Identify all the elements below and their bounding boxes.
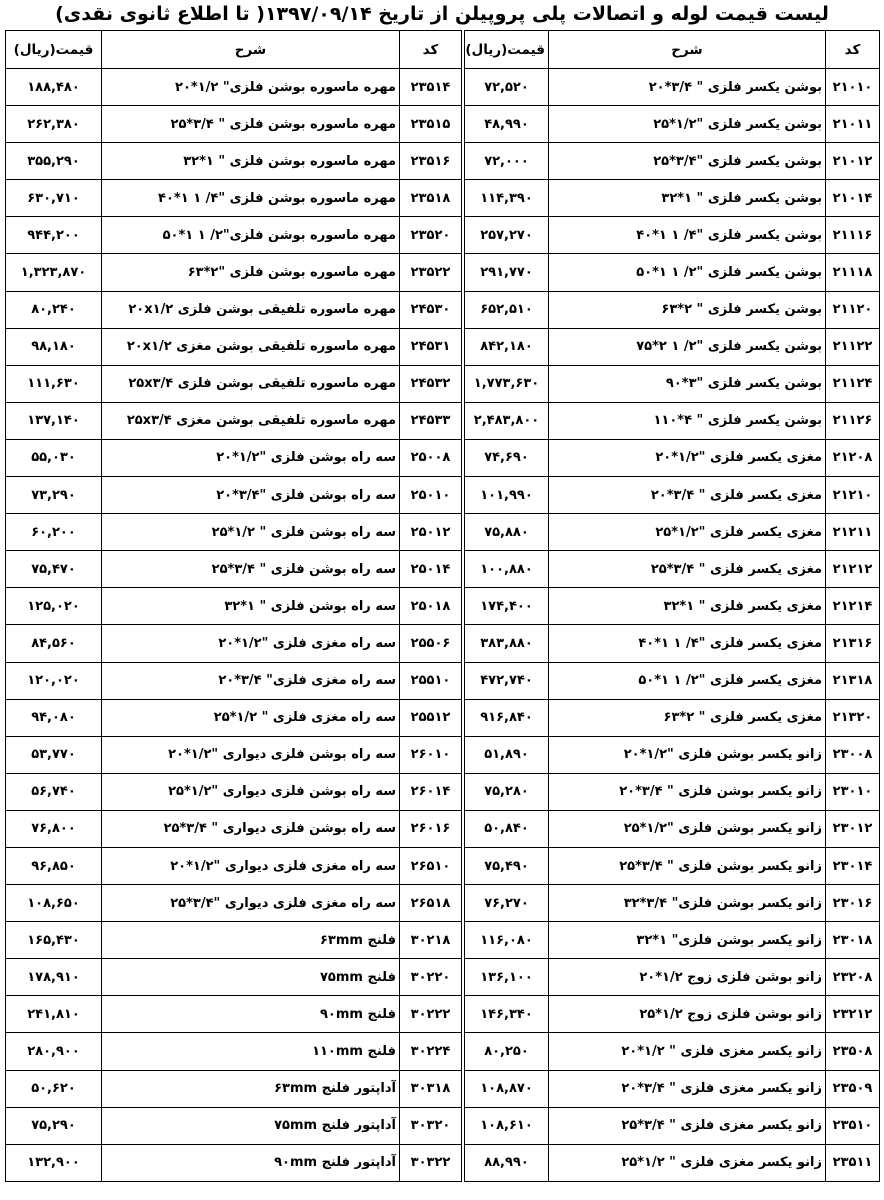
item-code-right: ۲۱۰۱۴	[826, 180, 880, 217]
column-gap	[462, 514, 465, 551]
item-desc-left: سه راه بوشن فلزی " ۱/۲*۲۵	[102, 514, 400, 551]
item-price-right: ۸۸,۹۹۰	[465, 1144, 549, 1181]
item-desc-right: بوشن یکسر فلزی " ۳/۴*۲۰	[549, 69, 826, 106]
item-price-right: ۱۰۰,۸۸۰	[465, 551, 549, 588]
item-desc-left: مهره ماسوره بوشن فلزی "۴/ ۱ ۱*۴۰	[102, 180, 400, 217]
table-row	[6, 885, 880, 922]
item-code-right: ۲۱۱۱۸	[826, 254, 880, 291]
item-desc-left: فلنج ۹۰mm	[102, 996, 400, 1033]
item-price-left: ۳۵۵,۲۹۰	[6, 143, 102, 180]
column-gap	[462, 402, 465, 439]
column-gap	[462, 810, 465, 847]
item-price-left: ۵۳,۷۷۰	[6, 736, 102, 773]
item-code-left: ۲۵۰۱۸	[400, 588, 462, 625]
item-desc-left: سه راه مغزی فلزی" ۳/۴*۲۰	[102, 662, 400, 699]
item-code-left: ۳۰۲۱۸	[400, 922, 462, 959]
header-desc-left: شرح	[102, 31, 400, 69]
item-code-left: ۲۴۵۳۳	[400, 402, 462, 439]
item-code-right: ۲۳۵۰۸	[826, 1033, 880, 1070]
table-row	[6, 736, 880, 773]
column-gap	[462, 31, 465, 69]
item-code-left: ۳۰۳۲۰	[400, 1107, 462, 1144]
item-code-left: ۲۳۵۱۸	[400, 180, 462, 217]
item-code-left: ۲۶۰۱۰	[400, 736, 462, 773]
item-desc-right: زانو یکسر بوشن فلزی " ۳/۴*۲۰	[549, 773, 826, 810]
column-gap	[462, 551, 465, 588]
item-desc-right: بوشن یکسر فلزی "۲/ ۱ ۲*۷۵	[549, 328, 826, 365]
item-price-left: ۱۷۸,۹۱۰	[6, 959, 102, 996]
column-gap	[462, 477, 465, 514]
item-desc-left: سه راه بوشن فلزی " ۳/۴*۲۵	[102, 551, 400, 588]
item-desc-left: فلنج ۶۳mm	[102, 922, 400, 959]
item-code-right: ۲۱۰۱۱	[826, 106, 880, 143]
column-gap	[462, 922, 465, 959]
table-row	[6, 959, 880, 996]
column-gap	[462, 662, 465, 699]
item-desc-right: مغزی یکسر فلزی "۱/۲*۲۰	[549, 439, 826, 476]
item-code-left: ۳۰۲۲۰	[400, 959, 462, 996]
item-code-right: ۲۳۰۱۴	[826, 847, 880, 884]
item-code-right: ۲۱۱۲۰	[826, 291, 880, 328]
item-desc-left: سه راه بوشن فلزی دیواری " ۳/۴*۲۵	[102, 810, 400, 847]
item-code-right: ۲۱۲۱۱	[826, 514, 880, 551]
item-desc-left: آداپتور فلنج ۶۳mm	[102, 1070, 400, 1107]
column-gap	[462, 847, 465, 884]
item-price-right: ۷۲,۵۲۰	[465, 69, 549, 106]
item-desc-right: مغزی یکسر فلزی "۴/ ۱ ۱*۴۰	[549, 625, 826, 662]
item-desc-left: سه راه مغزی فلزی دیواری "۱/۲*۲۰	[102, 847, 400, 884]
item-code-left: ۲۴۵۳۰	[400, 291, 462, 328]
table-row	[6, 402, 880, 439]
table-row	[6, 477, 880, 514]
item-desc-right: مغزی یکسر فلزی " ۳/۴*۲۵	[549, 551, 826, 588]
column-gap	[462, 69, 465, 106]
item-code-left: ۲۳۵۱۴	[400, 69, 462, 106]
item-desc-right: زانو یکسر بوشن فلزی" ۱*۳۲	[549, 922, 826, 959]
item-desc-left: فلنج ۷۵mm	[102, 959, 400, 996]
item-code-left: ۳۰۲۲۴	[400, 1033, 462, 1070]
column-gap	[462, 217, 465, 254]
column-gap	[462, 254, 465, 291]
item-price-left: ۱۱۱,۶۳۰	[6, 365, 102, 402]
item-desc-right: بوشن یکسر فلزی " ۲*۶۳	[549, 291, 826, 328]
item-code-right: ۲۱۱۲۴	[826, 365, 880, 402]
table-row	[6, 69, 880, 106]
table-row	[6, 699, 880, 736]
item-price-left: ۵۵,۰۳۰	[6, 439, 102, 476]
item-code-left: ۲۶۵۱۰	[400, 847, 462, 884]
item-code-right: ۲۱۳۱۸	[826, 662, 880, 699]
item-desc-right: زانو یکسر مغزی فلزی " ۱/۲*۲۰	[549, 1033, 826, 1070]
table-row	[6, 1033, 880, 1070]
item-price-right: ۷۵,۲۸۰	[465, 773, 549, 810]
item-code-right: ۲۳۵۱۱	[826, 1144, 880, 1181]
item-code-left: ۲۵۰۰۸	[400, 439, 462, 476]
table-row	[6, 922, 880, 959]
item-code-left: ۳۰۳۲۲	[400, 1144, 462, 1181]
item-desc-right: بوشن یکسر فلزی "۲/ ۱ ۱*۵۰	[549, 254, 826, 291]
item-desc-left: مهره ماسوره بوشن فلزی " ۳/۴*۲۵	[102, 106, 400, 143]
item-code-right: ۲۱۲۱۲	[826, 551, 880, 588]
table-row	[6, 625, 880, 662]
column-gap	[462, 328, 465, 365]
item-desc-right: مغزی یکسر فلزی " ۳/۴*۲۰	[549, 477, 826, 514]
item-price-left: ۱۲۰,۰۲۰	[6, 662, 102, 699]
item-code-left: ۲۳۵۱۵	[400, 106, 462, 143]
page-title: لیست قیمت لوله و اتصالات پلی پروپیلن از تاریخ ۱۳۹۷/۰۹/۱۴( تا اطلاع ثانوی نقدی)	[55, 3, 829, 25]
item-desc-left: سه راه بوشن فلزی " ۱*۳۲	[102, 588, 400, 625]
item-price-left: ۲۴۱,۸۱۰	[6, 996, 102, 1033]
header-price-right: قیمت(ریال)	[465, 31, 549, 69]
price-table-body	[6, 31, 880, 1182]
item-price-right: ۱۱۶,۰۸۰	[465, 922, 549, 959]
item-desc-right: زانو یکسر بوشن فلزی "۱/۲*۲۵	[549, 810, 826, 847]
item-desc-left: مهره ماسوره بوشن فلزی " ۱*۳۲	[102, 143, 400, 180]
table-row	[6, 773, 880, 810]
item-price-right: ۱۰۸,۸۷۰	[465, 1070, 549, 1107]
item-price-left: ۶۳۰,۷۱۰	[6, 180, 102, 217]
column-gap	[462, 106, 465, 143]
column-gap	[462, 143, 465, 180]
table-row	[6, 328, 880, 365]
item-code-left: ۲۵۰۱۰	[400, 477, 462, 514]
item-price-left: ۶۰,۲۰۰	[6, 514, 102, 551]
header-code-right: کد	[826, 31, 880, 69]
item-desc-right: بوشن یکسر فلزی "۳*۹۰	[549, 365, 826, 402]
item-price-left: ۷۵,۴۷۰	[6, 551, 102, 588]
item-code-right: ۲۱۰۱۰	[826, 69, 880, 106]
item-code-right: ۲۳۰۱۶	[826, 885, 880, 922]
item-desc-left: مهره ماسوره تلفیقی بوشن مغزی ۲۵x۳/۴	[102, 402, 400, 439]
item-code-left: ۲۴۵۳۲	[400, 365, 462, 402]
table-row	[6, 254, 880, 291]
item-price-right: ۲,۴۸۳,۸۰۰	[465, 402, 549, 439]
item-desc-right: بوشن یکسر فلزی "۳/۴*۲۵	[549, 143, 826, 180]
column-gap	[462, 291, 465, 328]
column-gap	[462, 625, 465, 662]
item-price-right: ۸۴۲,۱۸۰	[465, 328, 549, 365]
table-row	[6, 106, 880, 143]
item-desc-left: سه راه بوشن فلزی "۳/۴*۲۰	[102, 477, 400, 514]
item-desc-left: مهره ماسوره تلفیقی بوشن مغزی ۲۰x۱/۲	[102, 328, 400, 365]
item-code-right: ۲۳۵۱۰	[826, 1107, 880, 1144]
item-code-left: ۲۳۵۲۰	[400, 217, 462, 254]
item-price-right: ۲۵۷,۲۷۰	[465, 217, 549, 254]
item-code-right: ۲۳۰۱۲	[826, 810, 880, 847]
item-price-right: ۷۲,۰۰۰	[465, 143, 549, 180]
header-desc-right: شرح	[549, 31, 826, 69]
item-price-left: ۹۶,۸۵۰	[6, 847, 102, 884]
item-code-right: ۲۱۱۱۶	[826, 217, 880, 254]
item-code-left: ۲۶۰۱۶	[400, 810, 462, 847]
item-desc-right: مغزی یکسر فلزی "۱/۲*۲۵	[549, 514, 826, 551]
item-price-left: ۱,۳۲۳,۸۷۰	[6, 254, 102, 291]
item-price-right: ۱۱۴,۳۹۰	[465, 180, 549, 217]
item-code-right: ۲۱۰۱۲	[826, 143, 880, 180]
item-price-right: ۷۴,۶۹۰	[465, 439, 549, 476]
item-code-left: ۲۴۵۳۱	[400, 328, 462, 365]
item-price-right: ۱۰۸,۶۱۰	[465, 1107, 549, 1144]
item-code-right: ۲۱۳۲۰	[826, 699, 880, 736]
column-gap	[462, 1070, 465, 1107]
item-code-left: ۲۵۵۰۶	[400, 625, 462, 662]
item-price-right: ۴۸,۹۹۰	[465, 106, 549, 143]
item-code-left: ۲۵۵۱۲	[400, 699, 462, 736]
item-code-right: ۲۳۰۱۸	[826, 922, 880, 959]
item-price-left: ۵۰,۶۲۰	[6, 1070, 102, 1107]
item-desc-left: سه راه بوشن فلزی دیواری "۱/۲*۲۵	[102, 773, 400, 810]
item-price-left: ۹۴۴,۲۰۰	[6, 217, 102, 254]
item-desc-right: زانو یکسر مغزی فلزی " ۳/۴*۲۵	[549, 1107, 826, 1144]
item-price-right: ۵۱,۸۹۰	[465, 736, 549, 773]
table-row	[6, 1107, 880, 1144]
item-desc-left: سه راه مغزی فلزی " ۱/۲*۲۵	[102, 699, 400, 736]
item-price-left: ۷۵,۲۹۰	[6, 1107, 102, 1144]
table-row	[6, 996, 880, 1033]
item-price-right: ۱۰۱,۹۹۰	[465, 477, 549, 514]
item-desc-left: مهره ماسوره بوشن فلزی" ۱/۲*۲۰	[102, 69, 400, 106]
item-price-left: ۲۸۰,۹۰۰	[6, 1033, 102, 1070]
table-row	[6, 1070, 880, 1107]
item-desc-left: فلنج ۱۱۰mm	[102, 1033, 400, 1070]
item-price-right: ۴۷۲,۷۴۰	[465, 662, 549, 699]
item-desc-left: سه راه بوشن فلزی دیواری "۱/۲*۲۰	[102, 736, 400, 773]
table-row	[6, 291, 880, 328]
table-row	[6, 180, 880, 217]
item-price-left: ۱۸۸,۴۸۰	[6, 69, 102, 106]
item-price-right: ۷۵,۴۹۰	[465, 847, 549, 884]
item-price-left: ۱۶۵,۴۳۰	[6, 922, 102, 959]
item-price-right: ۵۰,۸۴۰	[465, 810, 549, 847]
item-code-left: ۲۳۵۲۲	[400, 254, 462, 291]
item-price-right: ۳۸۳,۸۸۰	[465, 625, 549, 662]
item-price-left: ۲۶۲,۳۸۰	[6, 106, 102, 143]
item-code-right: ۲۱۲۰۸	[826, 439, 880, 476]
item-desc-left: مهره ماسوره تلفیقی بوشن فلزی ۲۰x۱/۲	[102, 291, 400, 328]
item-price-right: ۷۶,۲۷۰	[465, 885, 549, 922]
item-code-right: ۲۱۲۱۰	[826, 477, 880, 514]
column-gap	[462, 1107, 465, 1144]
item-price-left: ۸۰,۲۴۰	[6, 291, 102, 328]
item-price-right: ۲۹۱,۷۷۰	[465, 254, 549, 291]
table-row	[6, 551, 880, 588]
item-code-right: ۲۱۳۱۶	[826, 625, 880, 662]
column-gap	[462, 1033, 465, 1070]
column-gap	[462, 1144, 465, 1181]
item-code-left: ۲۵۰۱۴	[400, 551, 462, 588]
item-code-left: ۲۶۰۱۴	[400, 773, 462, 810]
table-row	[6, 810, 880, 847]
item-code-left: ۲۶۵۱۸	[400, 885, 462, 922]
table-header-row	[6, 31, 880, 69]
table-row	[6, 1144, 880, 1181]
column-gap	[462, 365, 465, 402]
item-price-left: ۹۸,۱۸۰	[6, 328, 102, 365]
item-desc-right: بوشن یکسر فلزی "۱/۲*۲۵	[549, 106, 826, 143]
item-code-right: ۲۳۰۱۰	[826, 773, 880, 810]
item-price-right: ۱,۷۷۳,۶۳۰	[465, 365, 549, 402]
item-code-right: ۲۱۱۲۶	[826, 402, 880, 439]
item-code-right: ۲۳۲۰۸	[826, 959, 880, 996]
item-desc-right: بوشن یکسر فلزی " ۱*۳۲	[549, 180, 826, 217]
item-code-left: ۳۰۳۱۸	[400, 1070, 462, 1107]
header-price-left: قیمت(ریال)	[6, 31, 102, 69]
column-gap	[462, 959, 465, 996]
item-desc-right: زانو یکسر بوشن فلزی" ۳/۴*۳۲	[549, 885, 826, 922]
item-desc-right: زانو یکسر بوشن فلزی "۱/۲*۲۰	[549, 736, 826, 773]
column-gap	[462, 885, 465, 922]
item-desc-left: مهره ماسوره بوشن فلزی "۲*۶۳	[102, 254, 400, 291]
item-desc-left: سه راه بوشن فلزی "۱/۲*۲۰	[102, 439, 400, 476]
item-desc-right: زانو یکسر بوشن فلزی " ۳/۴*۲۵	[549, 847, 826, 884]
item-desc-right: بوشن یکسر فلزی "۴/ ۱ ۱*۴۰	[549, 217, 826, 254]
item-code-right: ۲۱۱۲۲	[826, 328, 880, 365]
item-code-left: ۲۳۵۱۶	[400, 143, 462, 180]
item-price-left: ۵۶,۷۴۰	[6, 773, 102, 810]
item-price-right: ۶۵۲,۵۱۰	[465, 291, 549, 328]
price-table	[5, 30, 880, 1182]
item-price-right: ۹۱۶,۸۴۰	[465, 699, 549, 736]
item-price-left: ۱۲۵,۰۲۰	[6, 588, 102, 625]
item-desc-left: آداپتور فلنج ۷۵mm	[102, 1107, 400, 1144]
item-desc-right: زانو یکسر مغزی فلزی " ۳/۴*۲۰	[549, 1070, 826, 1107]
table-row	[6, 847, 880, 884]
table-row	[6, 143, 880, 180]
column-gap	[462, 736, 465, 773]
item-desc-right: زانو یکسر مغزی فلزی " ۱/۲*۲۵	[549, 1144, 826, 1181]
item-desc-right: زانو بوشن فلزی زوج ۱/۲*۲۰	[549, 959, 826, 996]
item-price-left: ۱۰۸,۶۵۰	[6, 885, 102, 922]
item-price-left: ۷۶,۸۰۰	[6, 810, 102, 847]
item-price-right: ۱۴۶,۳۴۰	[465, 996, 549, 1033]
item-code-right: ۲۳۵۰۹	[826, 1070, 880, 1107]
item-price-right: ۷۵,۸۸۰	[465, 514, 549, 551]
item-price-left: ۹۴,۰۸۰	[6, 699, 102, 736]
item-desc-left: سه راه مغزی فلزی "۱/۲*۲۰	[102, 625, 400, 662]
item-price-left: ۸۴,۵۶۰	[6, 625, 102, 662]
item-code-left: ۳۰۲۲۲	[400, 996, 462, 1033]
item-price-left: ۱۳۷,۱۴۰	[6, 402, 102, 439]
item-code-right: ۲۳۰۰۸	[826, 736, 880, 773]
item-desc-right: بوشن یکسر فلزی " ۴*۱۱۰	[549, 402, 826, 439]
item-price-right: ۱۳۶,۱۰۰	[465, 959, 549, 996]
column-gap	[462, 588, 465, 625]
item-desc-left: سه راه مغزی فلزی دیواری "۳/۴*۲۵	[102, 885, 400, 922]
table-row	[6, 217, 880, 254]
header-code-left: کد	[400, 31, 462, 69]
column-gap	[462, 699, 465, 736]
item-code-right: ۲۳۲۱۲	[826, 996, 880, 1033]
item-desc-left: آداپتور فلنج ۹۰mm	[102, 1144, 400, 1181]
table-row	[6, 588, 880, 625]
item-desc-right: مغزی یکسر فلزی " ۱*۳۲	[549, 588, 826, 625]
item-desc-right: مغزی یکسر فلزی "۲/ ۱ ۱*۵۰	[549, 662, 826, 699]
item-desc-left: مهره ماسوره تلفیقی بوشن فلزی ۲۵x۳/۴	[102, 365, 400, 402]
item-price-left: ۷۳,۲۹۰	[6, 477, 102, 514]
table-row	[6, 439, 880, 476]
item-code-right: ۲۱۲۱۴	[826, 588, 880, 625]
table-row	[6, 514, 880, 551]
item-desc-left: مهره ماسوره بوشن فلزی"۲/ ۱ ۱*۵۰	[102, 217, 400, 254]
column-gap	[462, 996, 465, 1033]
item-desc-right: مغزی یکسر فلزی " ۲*۶۳	[549, 699, 826, 736]
table-row	[6, 365, 880, 402]
item-price-right: ۱۷۴,۴۰۰	[465, 588, 549, 625]
item-desc-right: زانو بوشن فلزی زوج ۱/۲*۲۵	[549, 996, 826, 1033]
column-gap	[462, 180, 465, 217]
item-price-left: ۱۳۲,۹۰۰	[6, 1144, 102, 1181]
table-row	[6, 662, 880, 699]
item-code-left: ۲۵۰۱۲	[400, 514, 462, 551]
item-code-left: ۲۵۵۱۰	[400, 662, 462, 699]
item-price-right: ۸۰,۲۵۰	[465, 1033, 549, 1070]
column-gap	[462, 773, 465, 810]
column-gap	[462, 439, 465, 476]
